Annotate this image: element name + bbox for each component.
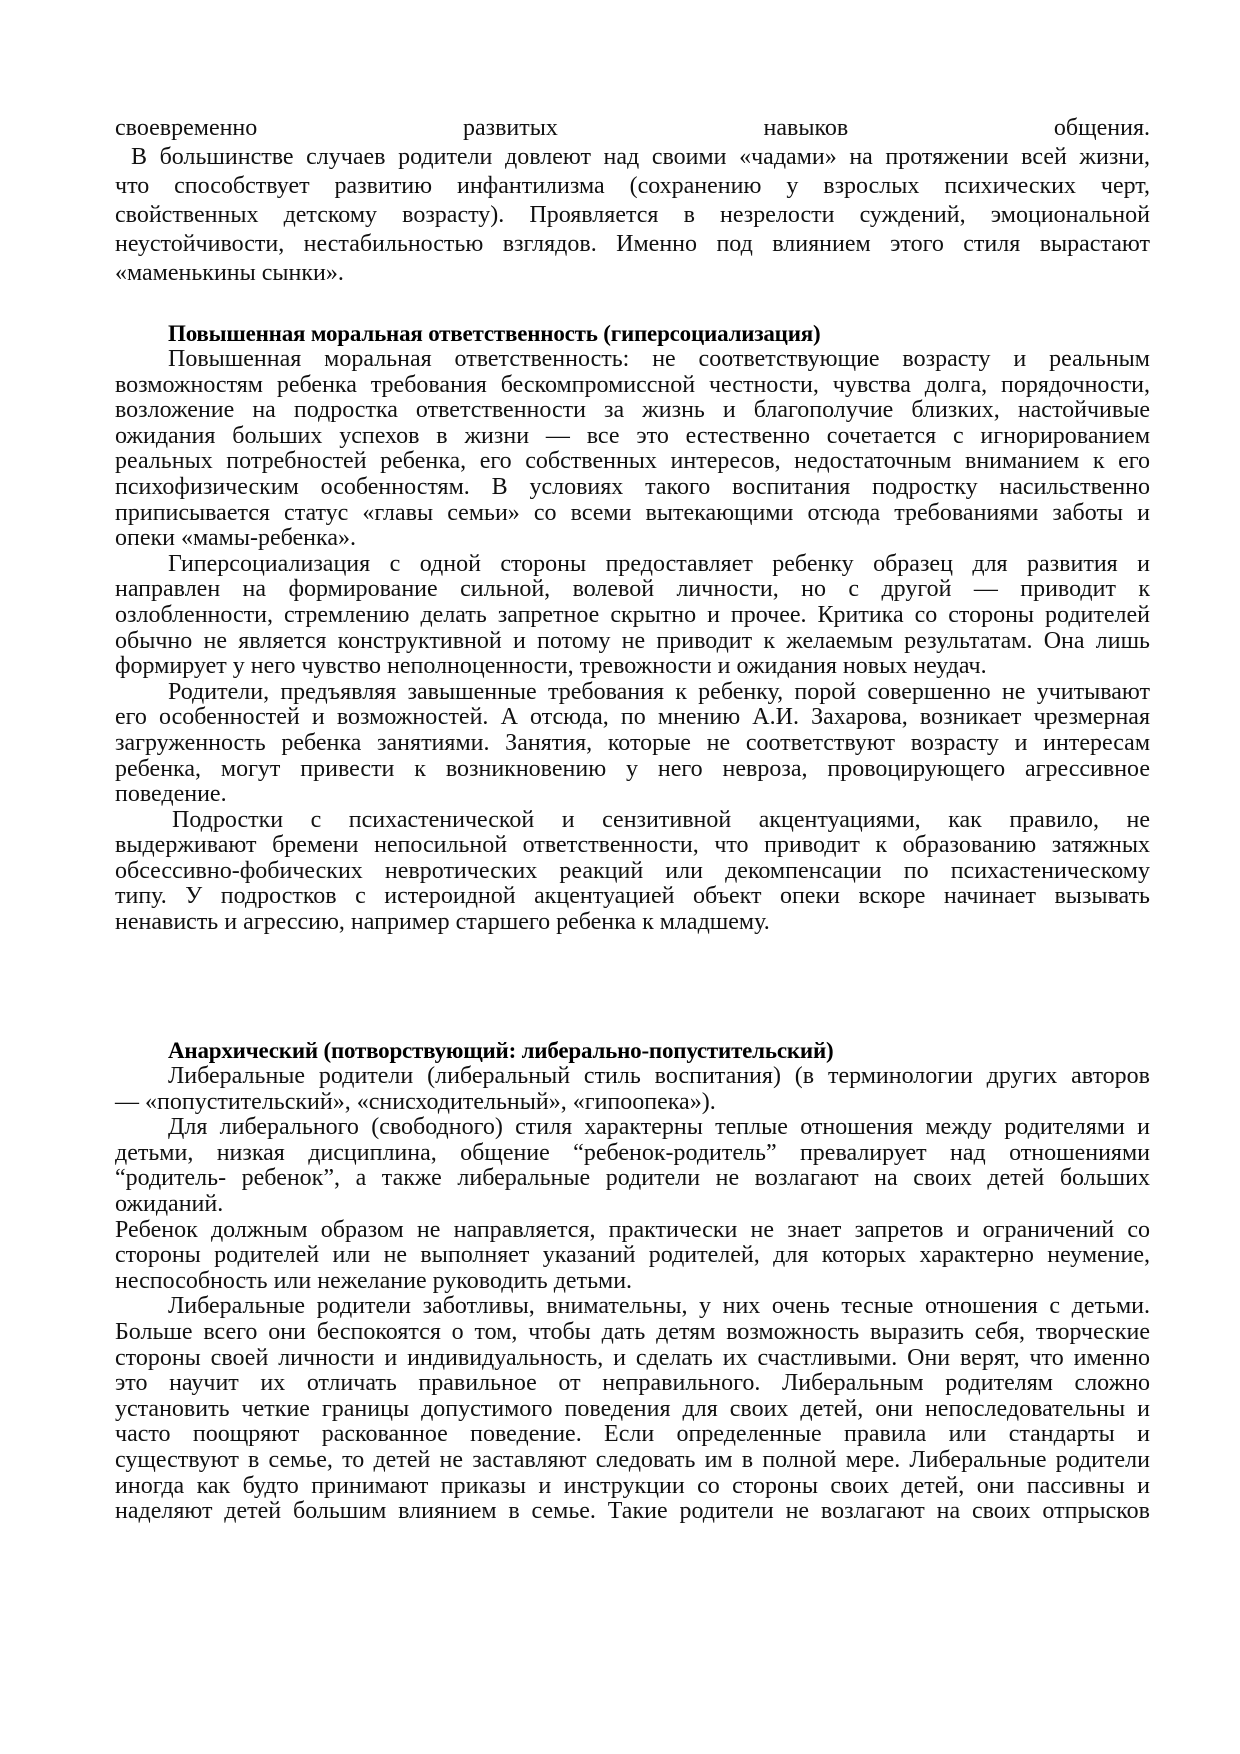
text-line: Ребенок должным образом не направляется, практически не знает запретов и ограничений со — [115, 1216, 1150, 1243]
text-line: возможностям ребенка требования бескомпромиссной честности, чувства долга, порядочности, — [115, 371, 1150, 398]
text-line: наделяют детей большим влиянием в семье. Такие родители не возлагают на своих отпрысков — [115, 1498, 1150, 1525]
text-line: опеки «мамы-ребенка». — [115, 525, 356, 552]
text-line: Гиперсоциализация с одной стороны предоставляет ребенку образец для развития и — [168, 550, 1150, 577]
text-line: В большинстве случаев родители довлеют над своими «чадами» на протяжении всей жизни, — [131, 144, 1150, 170]
text-line: поведение. — [115, 781, 227, 808]
text-line: его особенностей и возможностей. А отсюда, по мнению А.И. Захарова, возникает чрезмерная — [115, 704, 1150, 731]
text-line: выдерживают бремени непосильной ответственности, что приводит к образованию затяжных — [115, 832, 1150, 859]
text-line: это научит их отличать правильное от неправильного. Либеральным родителям сложно — [115, 1370, 1150, 1397]
text-line: Больше всего они беспокоятся о том, чтобы дать детям возможность выразить себя, творческие — [115, 1318, 1150, 1345]
text-line: ненависть и агрессию, например старшего ребенка к младшему. — [115, 909, 770, 936]
paragraph — [115, 1218, 1150, 1295]
text-line: детьми, низкая дисциплина, общение “ребенок-родитель” превалирует над отношениями — [115, 1139, 1150, 1166]
paragraph — [115, 680, 1150, 808]
text-line: возложение на подростка ответственности за жизнь и благополучие близких, настойчивые — [115, 397, 1150, 424]
text-line: что способствует развитию инфантилизма (сохранению у взрослых психических черт, — [115, 173, 1150, 199]
paragraph — [115, 1294, 1150, 1524]
text-line: ожиданий. — [115, 1190, 224, 1217]
text-line: иногда как будто принимают приказы и инструкции со стороны своих детей, они пассивны и — [115, 1472, 1150, 1499]
text-line: установить четкие границы допустимого поведения для своих детей, они непоследовательны и — [115, 1395, 1150, 1422]
text-line: Родители, предъявляя завышенные требования к ребенку, порой совершенно не учитывают — [168, 678, 1150, 705]
text-line: стороны родителей или не выполняет указаний родителей, для которых характерно неумение, — [115, 1242, 1150, 1269]
text-line: ожидания больших успехов в жизни — все это естественно сочетается с игнорированием — [115, 422, 1150, 449]
paragraph — [115, 552, 1150, 680]
text-line: Либеральные родители заботливы, внимательны, у них очень тесные отношения с детьми. — [168, 1293, 1150, 1320]
text-line: психофизическим особенностям. В условиях такого воспитания подростку насильственно — [115, 473, 1150, 500]
text-line: типу. У подростков с истероидной акцентуацией объект опеки вскоре начинает вызывать — [115, 883, 1150, 910]
intro-text — [115, 114, 1150, 288]
text-line: существуют в семье, то детей не заставляют следовать им в полной мере. Либеральные родители — [115, 1446, 1150, 1473]
text-line: Подростки с психастенической и сензитивной акцентуациями, как правило, не — [172, 806, 1150, 833]
text-line: Либеральные родители (либеральный стиль воспитания) (в терминологии других авторов — [168, 1063, 1150, 1089]
text-line: ребенка, могут привести к возникновению у него невроза, провоцирующего агрессивное — [115, 755, 1150, 782]
paragraph — [115, 347, 1150, 552]
section-heading: Повышенная моральная ответственность (гиперсоциализация) — [168, 321, 821, 346]
text-line: реальных потребностей ребенка, его собственных интересов, недостаточным вниманием к его — [115, 448, 1150, 475]
text-line: «маменькины сынки». — [115, 260, 344, 286]
text-line: приписывается статус «главы семьи» со всеми вытекающими отсюда требованиями заботы и — [115, 499, 1150, 526]
text-line: своевременно развитых навыков общения. — [115, 115, 1150, 141]
text-line: обычно не является конструктивной и потому не приводит к желаемым результатам. Она лишь — [115, 627, 1150, 654]
text-line: “родитель- ребенок”, а также либеральные родители не возлагают на своих детей больших — [115, 1165, 1150, 1192]
text-line: неспособность или нежелание руководить детьми. — [115, 1267, 633, 1294]
text-line: Повышенная моральная ответственность: не соответствующие возрасту и реальным — [168, 346, 1150, 372]
text-line: озлобленности, стремлению делать запретное скрытно и прочее. Критика со стороны родителей — [115, 601, 1150, 628]
text-line: свойственных детскому возрасту). Проявляется в незрелости суждений, эмоциональной — [115, 202, 1150, 228]
text-line: стороны своей личности и индивидуальность, и сделать их счастливыми. Они верят, что именно — [115, 1344, 1150, 1371]
text-line: обсессивно-фобических невротических реакций или декомпенсации по психастеническому — [115, 857, 1150, 884]
text-line: часто поощряют раскованное поведение. Если определенные правила или стандарты и — [115, 1421, 1150, 1448]
text-line: Для либерального (свободного) стиля характерны теплые отношения между родителями и — [168, 1114, 1150, 1141]
text-line: — «попустительский», «снисходительный», «гипоопека»). — [115, 1088, 716, 1115]
paragraph — [115, 1064, 1150, 1115]
section-hypersocialization — [115, 320, 1150, 936]
text-line: формирует у него чувство неполноценности, тревожности и ожидания новых неудач. — [115, 653, 987, 680]
text-line: неустойчивости, нестабильностью взглядов. Именно под влиянием этого стиля вырастают — [115, 231, 1150, 257]
paragraph — [115, 808, 1150, 936]
section-heading: Анархический (потворствующий: либерально-попустительский) — [168, 1038, 834, 1063]
text-line: загруженность ребенка занятиями. Занятия, которые не соответствуют возрасту и интересам — [115, 729, 1150, 756]
paragraph — [115, 1115, 1150, 1217]
text-line: направлен на формирование сильной, волевой личности, но с другой — приводит к — [115, 576, 1150, 603]
section-anarchic — [115, 1037, 1150, 1525]
